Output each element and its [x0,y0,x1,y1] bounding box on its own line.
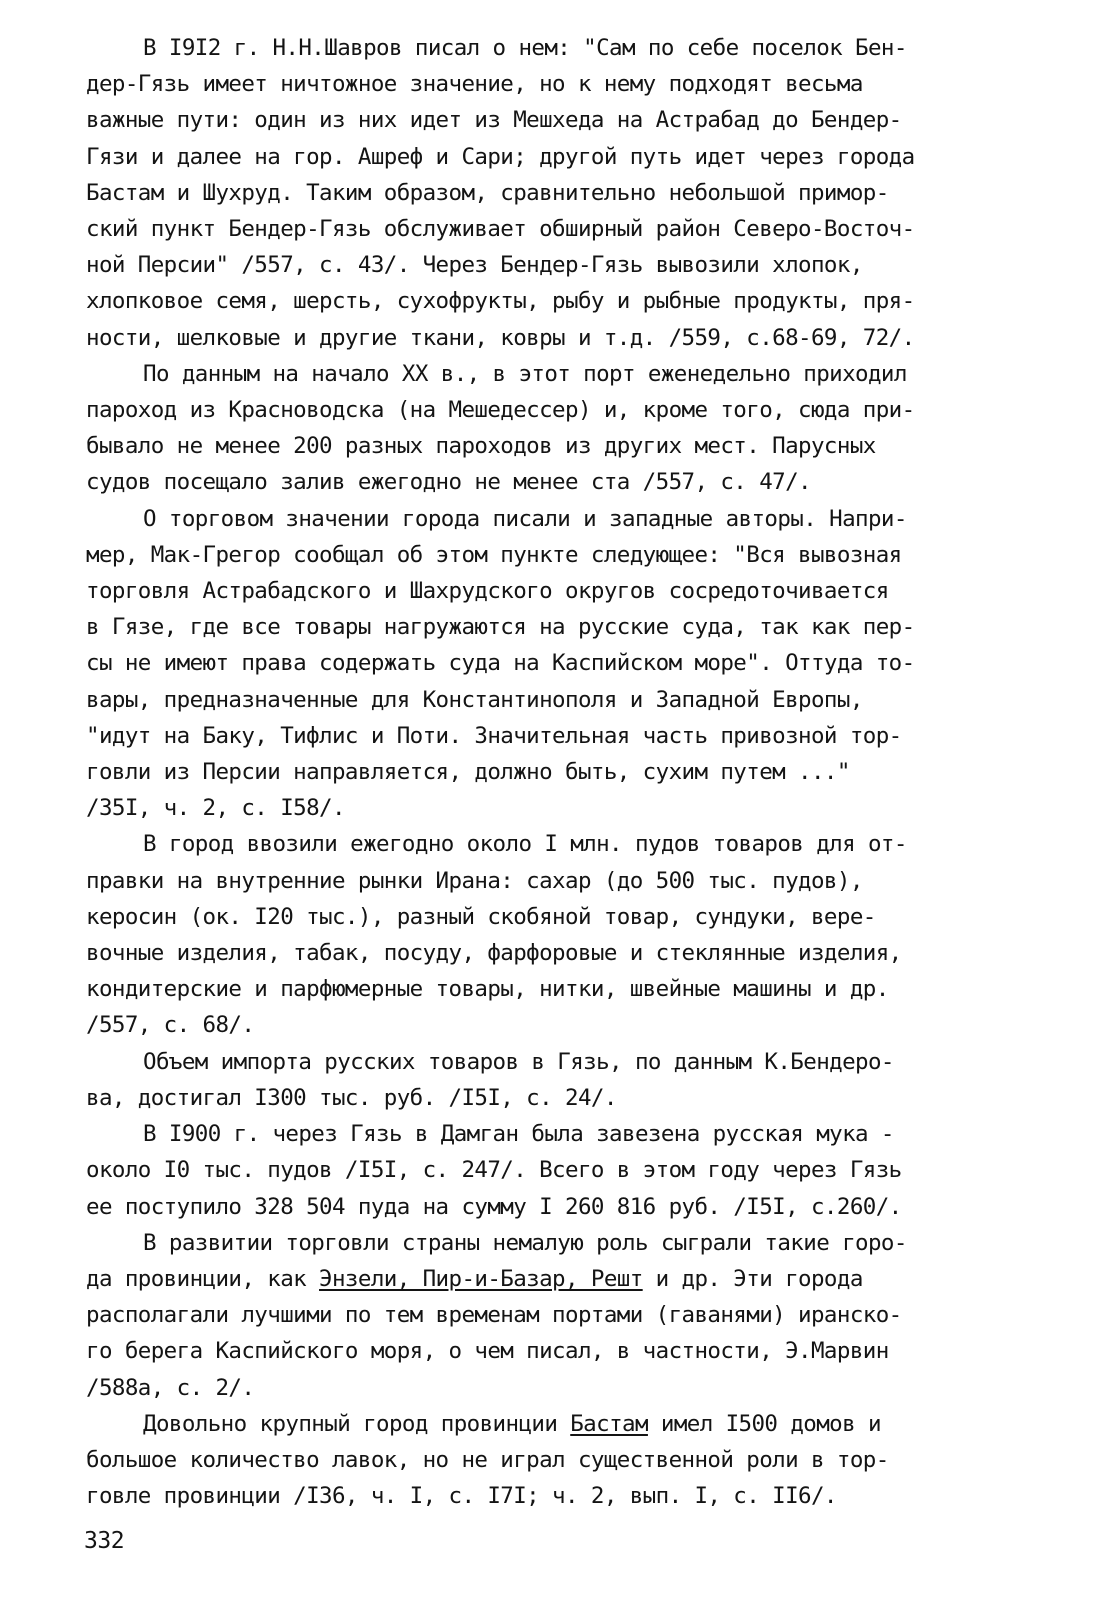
paragraph-4 [86,826,1022,1043]
text-line: пароход из Красноводска (на Мешедессер) и, кроме того, сюда при- [86,397,915,424]
underlined-city-names: Энзели, Пир-и-Базар, Решт [319,1265,643,1292]
text-line: правки на внутренние рынки Ирана: сахар (до 500 тыс. пудов), [86,867,863,894]
text-line: Гязи и далее на гор. Ашреф и Сари; другой путь идет через города [86,143,915,170]
text-segment: имел I500 домов и [647,1410,881,1437]
document-body [86,30,1022,1514]
text-line: говле провинции /I36, ч. I, с. I7I; ч. 2, вып. I, с. II6/. [86,1483,837,1510]
page-number: 332 [84,1528,125,1554]
text-line: "идут на Баку, Тифлис и Поти. Значительная часть привозной тор- [86,722,902,749]
paragraph-6 [86,1116,1022,1225]
text-line: около I0 тыс. пудов /I5I, с. 247/. Всего в этом году через Гязь [86,1157,902,1184]
text-line: го берега Каспийского моря, о чем писал, в частности, Э.Марвин [86,1338,889,1365]
text-line: О торговом значении города писали и западные авторы. Напри- [143,505,907,532]
text-line: ский пункт Бендер-Гязь обслуживает обширный район Северо-Восточ- [86,216,915,243]
text-line: говли из Персии направляется, должно быть, сухим путем ..." [86,759,850,786]
text-line: Объем импорта русских товаров в Гязь, по данным К.Бендеро- [143,1048,894,1075]
text-line: сы не имеют права содержать суда на Каспийском море". Оттуда то- [86,650,915,677]
text-line: располагали лучшими по тем временам портами (гаванями) иранско- [86,1302,902,1329]
text-line: По данным на начало XX в., в этот порт еженедельно приходил [143,360,907,387]
text-line: вары, предназначенные для Константинополя и Западной Европы, [86,686,863,713]
paragraph-8 [86,1406,1022,1515]
text-line: ности, шелковые и другие ткани, ковры и т.д. /559, с.68-69, 72/. [86,324,915,351]
paragraph-2 [86,356,1022,501]
text-line: ва, достигал I300 тыс. руб. /I5I, с. 24/. [86,1084,617,1111]
paragraph-5 [86,1044,1022,1116]
text-line: В город ввозили ежегодно около I млн. пудов товаров для от- [143,831,907,858]
text-line: дер-Гязь имеет ничтожное значение, но к нему подходят весьма [86,71,863,98]
text-line: В I900 г. через Гязь в Дамган была завезена русская мука - [143,1121,894,1148]
text-line: ее поступило 328 504 пуда на сумму I 260 816 руб. /I5I, с.260/. [86,1193,902,1220]
text-line: кондитерские и парфюмерные товары, нитки, швейные машины и др. [86,976,889,1003]
text-line: важные пути: один из них идет из Мешхеда на Астрабад до Бендер- [86,107,902,134]
text-line: /35I, ч. 2, с. I58/. [86,795,345,822]
paragraph-7 [86,1225,1022,1406]
paragraph-3 [86,501,1022,827]
text-line: бывало не менее 200 разных пароходов из других мест. Парусных [86,433,876,460]
text-line: мер, Мак-Грегор сообщал об этом пункте следующее: "Вся вывозная [86,541,902,568]
text-segment: да провинции, как [86,1265,320,1292]
text-line: /588а, с. 2/. [86,1374,255,1401]
text-line: В I9I2 г. Н.Н.Шавров писал о нем: "Сам по себе поселок Бен- [143,35,907,61]
text-line: в Гязе, где все товары нагружаются на русские суда, так как пер- [86,614,915,641]
text-line [86,1406,1022,1442]
text-line: большое количество лавок, но не играл существенной роли в тор- [86,1446,889,1473]
text-line: Бастам и Шухруд. Таким образом, сравнительно небольшой примор- [86,179,889,206]
text-line: вочные изделия, табак, посуду, фарфоровые и стеклянные изделия, [86,940,902,967]
text-line: судов посещало залив ежегодно не менее ста /557, с. 47/. [86,469,811,496]
text-line: керосин (ок. I20 тыс.), разный скобяной товар, сундуки, вере- [86,903,876,930]
text-line [29,1261,1022,1297]
text-line: торговля Астрабадского и Шахрудского округов сосредоточивается [86,578,889,605]
text-segment: и др. Эти города [642,1265,863,1292]
text-line: хлопковое семя, шерсть, сухофрукты, рыбу и рыбные продукты, пря- [86,288,915,315]
text-segment: Довольно крупный город провинции [143,1410,571,1437]
underlined-city-name: Бастам [570,1410,648,1437]
text-line: ной Персии" /557, с. 43/. Через Бендер-Гязь вывозили хлопок, [86,252,863,279]
paragraph-1 [86,30,1022,356]
text-line: В развитии торговли страны немалую роль сыграли такие горо- [143,1229,907,1256]
text-line: /557, с. 68/. [86,1012,255,1039]
